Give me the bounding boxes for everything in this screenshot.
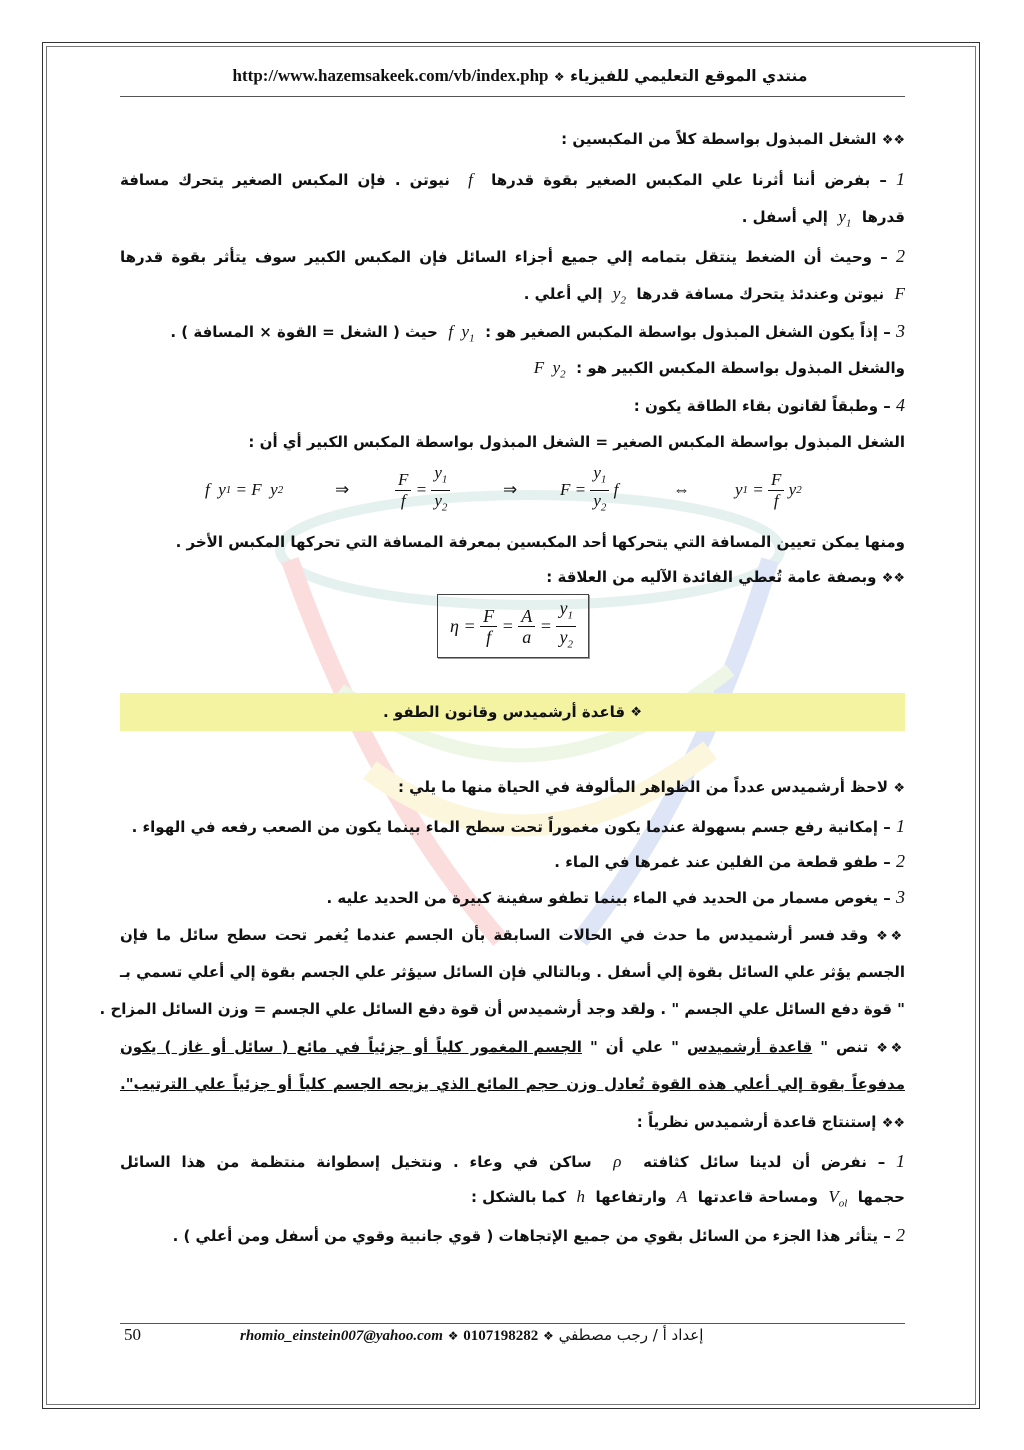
observation-2 [554,850,905,873]
energy-equality [248,431,905,453]
efficiency-line [546,566,905,590]
work-heading [561,128,905,152]
text: يتأثر هذا الجزء من السائل بقوي من جميع الإتجاهات ( قوي جانبية وقوي من أسفل ومن أعلي ) . [172,1227,879,1245]
text: وحيث أن الضغط ينتقل بتمامه إلي جميع أجزاء السائل فإن المكبس الكبير سوف يتأثر بقوة قدرها [120,248,872,266]
archimedes-rule-line-2 [120,1073,905,1095]
bullet: ❖ [630,704,642,720]
text: كما بالشكل : [470,1188,567,1206]
dash: – [883,323,891,341]
dash: – [879,171,887,189]
footer-author: إعداد أ / رجب مصطفي [558,1326,704,1344]
text: نيوتن وعندئذ يتحرك مسافة قدرها [636,285,885,303]
footer-phone: 0107198282 [463,1328,539,1344]
text: الشغل المبذول بواسطة المكبس الصغير = الشغل المبذول بواسطة المكبس الكبير أي أن : [248,433,905,451]
bullet: ❖❖ [876,929,905,944]
equation-1: f y 1 = F y 2 [205,480,284,499]
text: بفرض أننا أثرنا علي المكبس الصغير بقوة قدرها [491,171,871,189]
symbol: ρ [613,1152,622,1171]
dash: – [883,889,891,907]
symbol-Vol [828,1187,848,1210]
header-bullet: ❖ [553,70,565,84]
equation-2: $\frac{F}{f}$ = $\frac{y_1}{y_2}$ [395,464,450,516]
text: نيوتن . فإن المكبس الصغير يتحرك مسافة [120,171,450,189]
page-footer [240,1326,840,1345]
derivation-2-line [173,1224,905,1247]
implies-arrow: ⇒ [503,480,518,499]
footer-divider [120,1323,905,1324]
section-banner [120,693,905,731]
step-2-line-b [524,283,905,311]
text: " قوة دفع السائل علي الجسم " . ولقد وجد أرشميدس أن قوة دفع السائل علي الجسم = وزن السائل المزاح . [99,1000,905,1018]
archimedes-rule-line-1 [120,1036,905,1060]
text: ومساحة قاعدتها [697,1188,818,1206]
derivation-1-line-a [120,1150,905,1173]
text: وبصفة عامة تُعطي الفائدة الآليه من العلاقة : [546,568,877,586]
step-1-line-b [742,206,905,234]
expr-F-y2: F $y_2$ [533,358,566,381]
text: قدرها [861,208,905,226]
symbol-y2: $y_2$ [612,284,626,307]
text: ساكن في وعاء . ونتخيل إسطوانة منتظمة من هذا السائل [120,1153,592,1171]
equation-3: F = $\frac{y_1}{y_2}$ f [560,463,619,513]
footer-email[interactable]: rhomio_einstein007@yahoo.com [240,1328,443,1344]
derivation-heading [637,1111,905,1135]
efficiency-formula: η = $\frac{F}{f}$ = $\frac{A}{a}$ = $\frac{y_1}{y_2}$ [437,594,589,658]
page-number: 50 [124,1325,141,1344]
equation-row [195,464,835,524]
step-2-line-a [120,245,905,268]
bullet: ❖❖ [881,133,905,148]
expr-f-y1: f $y_1$ [448,322,475,345]
text: إلي أسفل . [741,208,828,226]
text: إذاً يكون الشغل المبذول بواسطة المكبس الصغير هو : [485,323,879,341]
step-4-line [634,394,905,417]
step-number: 2 [896,1225,905,1245]
dash: – [883,397,891,415]
text: وقد فسر أرشميدس ما حدث في الحالات السابقة بأن الجسم عندما يُغمر تحت سطح سائل ما فإن [120,926,869,944]
implies-arrow: ⇒ [335,480,350,499]
symbol-y1: $y_1$ [838,207,852,230]
conclusion-line [176,531,905,553]
text: حجمها [857,1188,905,1206]
explanation-line-2 [120,961,905,983]
step-number: 1 [896,1151,906,1171]
text: تنص " [820,1038,869,1056]
bullet: ❖ [893,781,905,796]
step-number: 2 [896,851,905,871]
subscript: ol [838,1197,848,1210]
explanation-line-1 [120,924,905,948]
text: إمكانية رفع جسم بسهولة عندما يكون مغموراً تحت سطح الماء بينما يكون من الصعب رفعه في الهواء . [131,818,879,836]
rule-text: الجسم المغمور كلياً أو جزئياً في مائع ( سائل أو غاز ) يكون [120,1038,582,1056]
equation-4: y 1 = $\frac{F}{f}$ y 2 [735,469,802,510]
text: ومنها يمكن تعيين المسافة التي يتحركها أحد المكبسين بمعرفة المسافة التي تحركها المكبس الأخر . [175,533,905,551]
header-url[interactable]: http://www.hazemsakeek.com/vb/index.php [232,66,549,85]
bullet: ❖❖ [876,1041,906,1056]
iff-arrow: ⇔ [673,480,690,499]
text: إلي أعلي . [523,285,603,303]
dash: – [880,248,888,266]
step-number: 1 [896,816,905,836]
bullet: ❖❖ [881,571,905,586]
dash: – [883,1227,891,1245]
text: " علي أن " [589,1038,679,1056]
footer-bullet: ❖ [447,1329,459,1343]
rule-name: قاعدة أرشميدس [686,1038,813,1056]
symbol: F [894,284,905,303]
archimedes-observation [398,776,905,800]
symbol: A [676,1187,688,1206]
text: والشغل المبذول بواسطة المكبس الكبير هو : [576,359,905,377]
explanation-line-3 [100,998,905,1020]
step-number: 1 [896,169,906,189]
header-forum: منتدي الموقع التعليمي للفيزياء [570,67,808,85]
large-piston-work [534,357,905,385]
text: الشغل المبذول بواسطة كلاً من المكبسين : [561,130,877,148]
text: إستنتاج قاعدة أرشميدس نظرياً : [636,1113,877,1131]
footer-bullet: ❖ [543,1329,554,1343]
step-number: 3 [896,887,905,907]
text: حيث ( الشغل = القوة × المسافة ) . [170,323,438,341]
observation-1 [132,815,905,838]
page-header [180,66,860,86]
symbol: V [828,1187,839,1206]
symbol: f [468,170,473,189]
text: لاحظ أرشميدس عدداً من الظواهر المألوفة في الحياة منها ما يلي : [397,778,889,796]
symbol: h [576,1187,586,1206]
step-1-line-a [120,168,905,191]
dash: – [883,853,891,871]
bullet: ❖❖ [881,1116,905,1131]
header-divider [120,96,905,97]
rule-text: مدفوعاً بقوة إلي أعلي هذه القوة تُعادل وزن حجم المائع الذي يزيحه الجسم كلياً أو جزئياً علي الترتيب". [120,1075,905,1093]
step-3-line [170,320,905,349]
derivation-1-line-b [471,1186,905,1214]
eta-symbol: η [450,615,459,636]
text: وطبقاً لقانون بقاء الطاقة يكون : [633,397,879,415]
text: يغوص مسمار من الحديد في الماء بينما تطفو سفينة كبيرة من الحديد عليه . [326,889,879,907]
text: نفرض أن لدينا سائل كثافته [643,1153,867,1171]
observation-3 [326,886,905,909]
text: وارتفاعها [595,1188,667,1206]
step-number: 4 [896,395,905,415]
section-title: قاعدة أرشميدس وقانون الطفو . [383,703,626,721]
dash: – [877,1153,886,1171]
step-number: 3 [896,321,905,341]
text: الجسم يؤثر علي السائل بقوة إلي أسفل . وبالتالي فإن السائل سيؤثر علي الجسم بقوة إلي أعلي تسمي بـ [120,963,905,981]
text: طفو قطعة من الفلين عند غمرها في الماء . [554,853,879,871]
dash: – [883,818,891,836]
step-number: 2 [895,246,905,266]
